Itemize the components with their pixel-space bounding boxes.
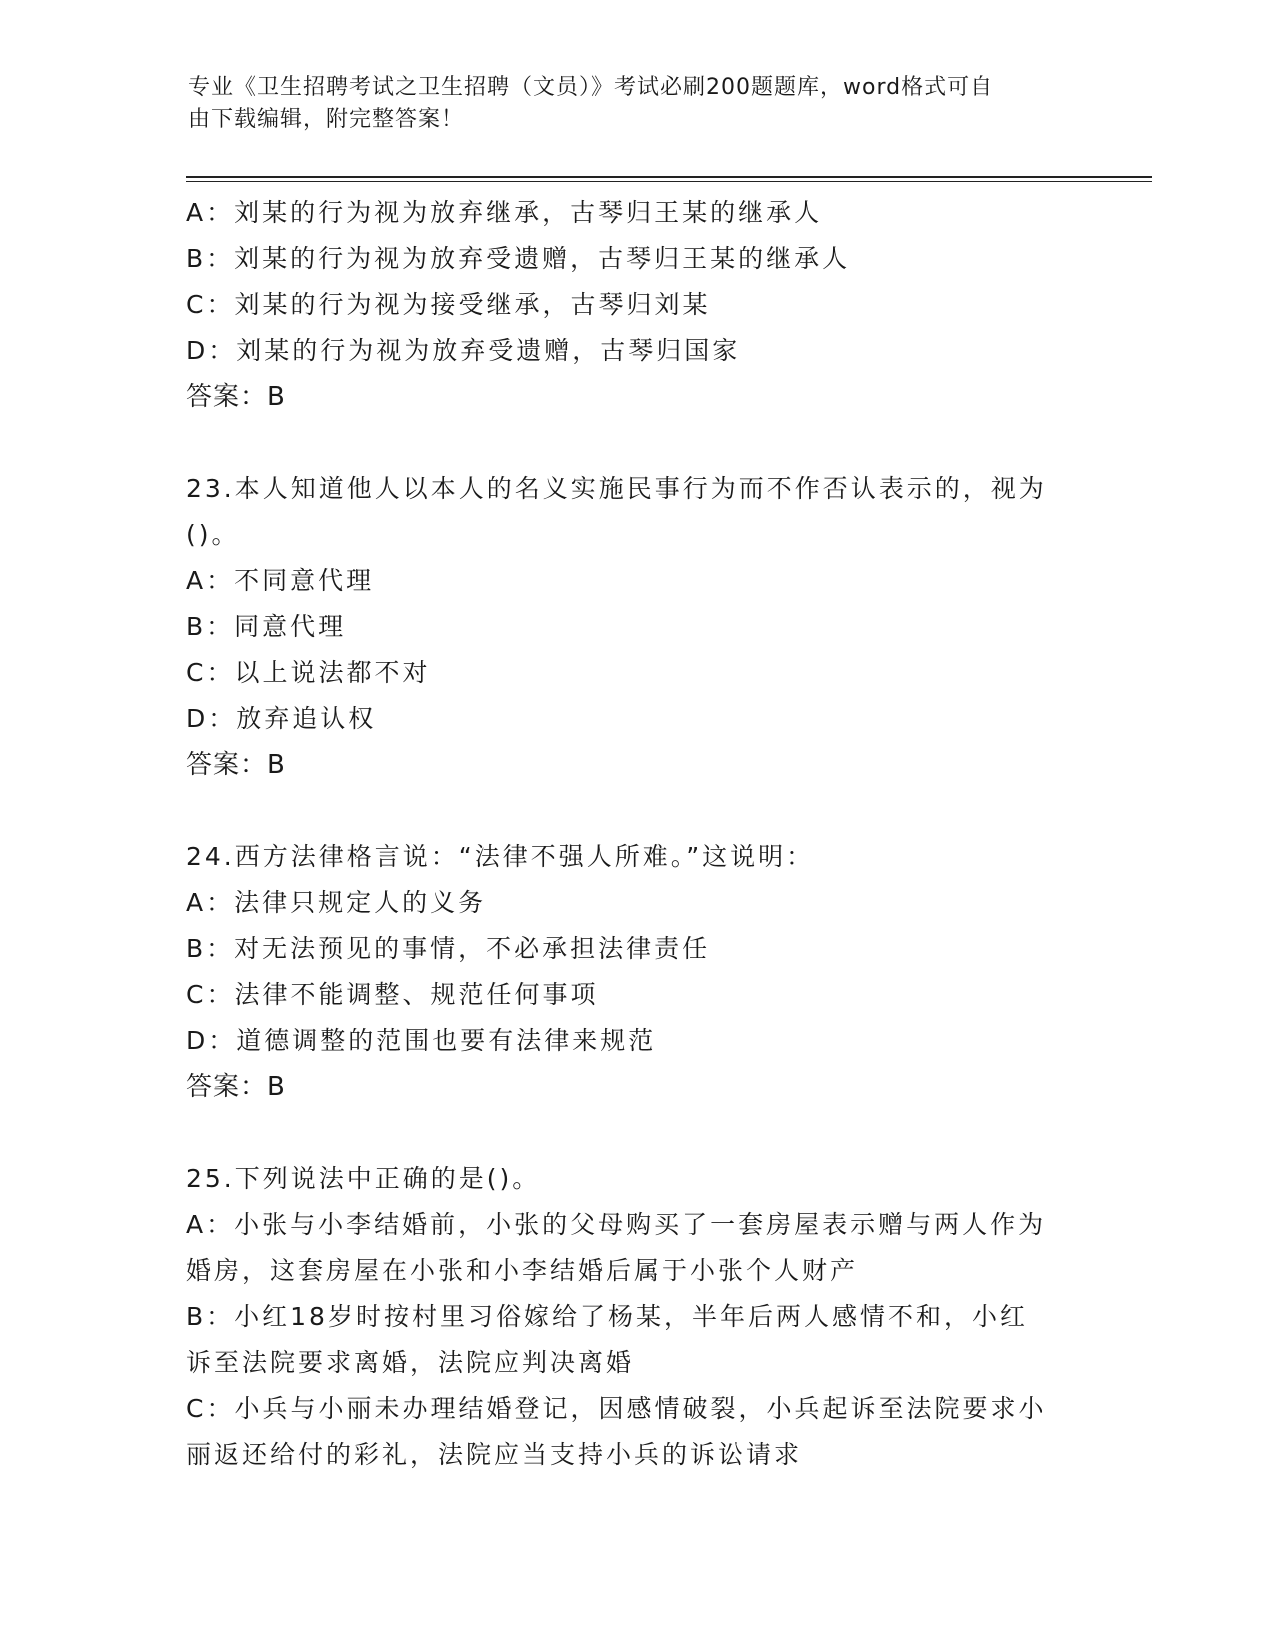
document-header xyxy=(188,72,1058,136)
option-d: D：道德调整的范围也要有法律来规范 xyxy=(186,1026,657,1055)
option-b: B：对无法预见的事情，不必承担法律责任 xyxy=(186,934,711,963)
question-stem: 24.西方法律格言说：“法律不强人所难。”这说明： xyxy=(186,842,815,871)
option-a-continued: 婚房，这套房屋在小张和小李结婚后属于小张个人财产 xyxy=(186,1256,859,1285)
answer-line: 答案：B xyxy=(186,382,286,412)
document-body xyxy=(186,190,1086,1478)
option-c: C：以上说法都不对 xyxy=(186,658,431,687)
option-c-continued: 丽返还给付的彩礼，法院应当支持小兵的诉讼请求 xyxy=(186,1440,803,1469)
option-a: A：小张与小李结婚前，小张的父母购买了一套房屋表示赠与两人作为 xyxy=(186,1210,1047,1239)
question-stem: 23.本人知道他人以本人的名义实施民事行为而不作否认表示的，视为 xyxy=(186,474,1047,503)
question-24 xyxy=(186,834,1086,1110)
header-divider-thin xyxy=(186,181,1152,182)
option-b-continued: 诉至法院要求离婚，法院应判决离婚 xyxy=(186,1348,635,1377)
option-c: C：刘某的行为视为接受继承，古琴归刘某 xyxy=(186,290,711,319)
answer-line: 答案：B xyxy=(186,1072,286,1102)
header-divider-thick xyxy=(186,176,1152,178)
option-d: D：刘某的行为视为放弃受遗赠，古琴归国家 xyxy=(186,336,741,365)
question-23 xyxy=(186,466,1086,788)
option-b: B：刘某的行为视为放弃受遗赠，古琴归王某的继承人 xyxy=(186,244,851,273)
option-a: A：法律只规定人的义务 xyxy=(186,888,487,917)
option-d: D：放弃追认权 xyxy=(186,704,377,733)
option-b: B：同意代理 xyxy=(186,612,347,641)
option-c: C：法律不能调整、规范任何事项 xyxy=(186,980,599,1009)
option-a: A：不同意代理 xyxy=(186,566,375,595)
option-a: A：刘某的行为视为放弃继承，古琴归王某的继承人 xyxy=(186,198,823,227)
option-b: B：小红18岁时按村里习俗嫁给了杨某，半年后两人感情不和，小红 xyxy=(186,1302,1028,1331)
question-22 xyxy=(186,190,1086,420)
question-stem: 25.下列说法中正确的是()。 xyxy=(186,1164,541,1193)
answer-line: 答案：B xyxy=(186,750,286,780)
option-c: C：小兵与小丽未办理结婚登记，因感情破裂，小兵起诉至法院要求小 xyxy=(186,1394,1047,1423)
header-line-1: 专业《卫生招聘考试之卫生招聘（文员）》考试必刷200题题库，word格式可自 xyxy=(188,75,994,100)
question-25 xyxy=(186,1156,1086,1478)
question-stem-continued: ()。 xyxy=(186,520,240,549)
header-line-2: 由下载编辑，附完整答案！ xyxy=(188,107,465,132)
